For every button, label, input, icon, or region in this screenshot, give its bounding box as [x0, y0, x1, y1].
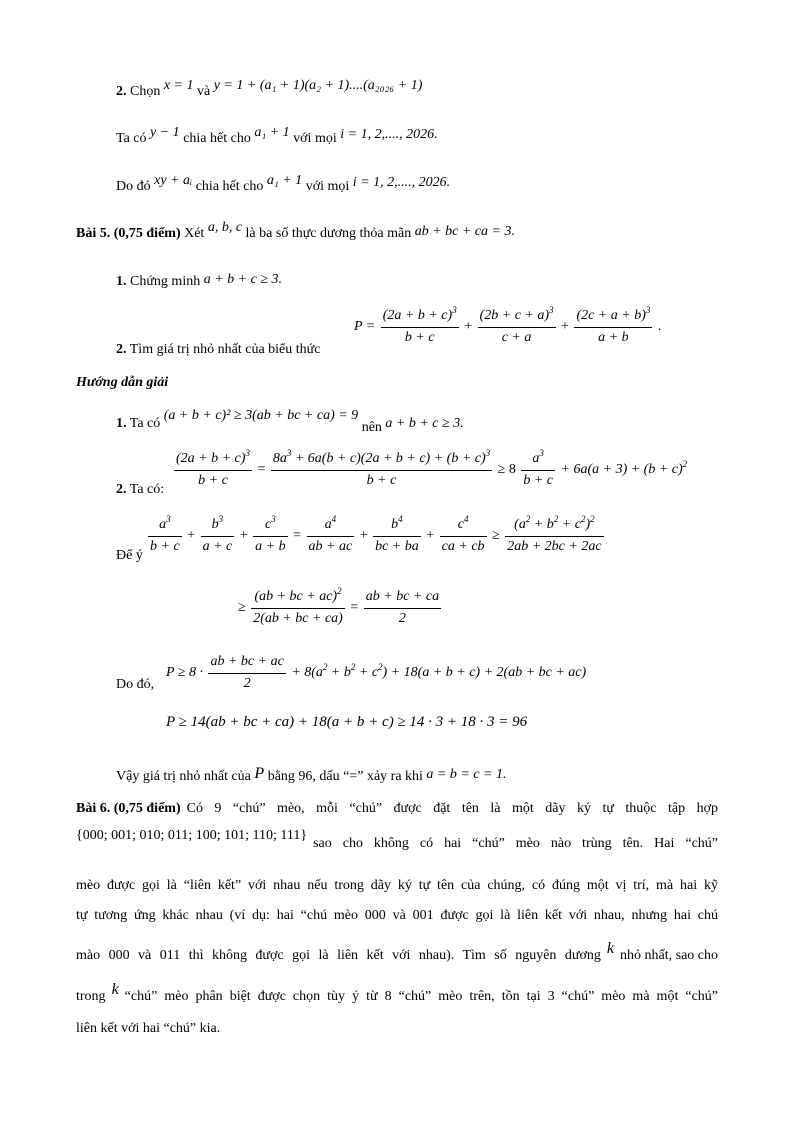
bai6-text-5a: mào 000 và 011 thì không được gọi là liên kết với nhau). Tìm số nguyên dương	[76, 948, 601, 963]
dodo-expr2: a₁ + 1	[266, 173, 303, 188]
s1-line	[116, 408, 464, 435]
final-ineq: P ≥ 14(ab + bc + ca) + 18(a + b + c) ≥ 14 · 3 + 18 · 3 = 96	[166, 714, 528, 730]
p2-va: và	[197, 84, 211, 99]
taco-mid: chia hết cho	[183, 131, 251, 146]
bai6-text-3: mèo được gọi là “liên kết” với nhau nếu trong dãy ký tự tên của chúng, có đúng một vị trí, mà hai kỹ	[76, 878, 718, 893]
solution-heading: Hướng dẫn giải	[76, 375, 169, 390]
s1-concl: a + b + c ≥ 3.	[385, 416, 464, 431]
bai5-vars: a, b, c	[207, 220, 243, 235]
p-formula: P = $\frac{(2a + b + c)^3}{b + c}$ + $\frac{(2b + c + a)^3}{c + a}$ + $\frac{(2c + a + b)^3}{a + b}$ .	[354, 305, 662, 345]
s1-lead: Ta có	[129, 416, 161, 431]
dey-formula: $\frac{a^3}{b + c}$ + $\frac{b^3}{a + c}$ + $\frac{c^3}{a + b}$ = $\frac{a^4}{ab + ac}$ + $\frac{b^4}{bc + ba}$ + $\frac{c^4}{ca + cb}$ ≥ $\frac{(a^2 + b^2 + c^2)^2}{2ab + 2bc + 2ac}$	[150, 514, 602, 554]
bai6-title: Bài 6. (0,75 điểm)	[76, 801, 181, 816]
s2-formula: $\frac{(2a + b + c)^3}{b + c}$ = $\frac{8a^3 + 6a(b + c)(2a + b + c) + (b + c)^3}{b + c}$ ≥ 8 $\frac{a^3}{b + c}$ + $6a(a + 3) + (b + c)^2$	[176, 448, 688, 488]
p2-label: 2.	[116, 84, 127, 99]
bai6-line7	[76, 1021, 220, 1038]
p2-x-eq: x = 1	[163, 78, 194, 93]
conclusion-line	[116, 766, 506, 786]
dodo-line	[116, 173, 451, 196]
q2-line	[116, 342, 320, 359]
dodo2-formula: P ≥ 8 · $\frac{ab + bc + ac}{2}$ + $8(a^2 + b^2 + c^2) + 18(a + b + c) + 2(ab$ + bc + ac)	[166, 654, 587, 691]
bai5-xet: Xét	[184, 226, 205, 241]
bai6-text-6a: trong	[76, 989, 106, 1004]
taco-tail: với mọi	[293, 131, 337, 146]
dodo-expr1: xy + aᵢ	[154, 173, 193, 188]
bai6-k1: k	[606, 940, 615, 957]
taco-expr1: y − 1	[150, 125, 180, 140]
bai6-line3	[76, 878, 718, 895]
dodo-mid: chia hết cho	[195, 179, 264, 194]
dodo2-line	[116, 677, 154, 694]
bai6-text-4: tự tương ứng khác nhau (ví dụ: hai “chú mèo 000 và 001 được gọi là liên kết với nhau, nhưng hai chú	[76, 908, 718, 923]
bai6-line4	[76, 908, 718, 925]
taco-line	[116, 125, 438, 148]
conclusion-cond: a = b = c = 1.	[426, 767, 507, 782]
q1-text: Chứng minh	[130, 274, 201, 289]
s1-expr: (a + b + c)² ≥ 3(ab + bc + ca) = 9	[163, 408, 359, 423]
bai6-set: {000; 001; 010; 011; 100; 101; 110; 111}	[76, 828, 308, 843]
p2-y-eq: y = 1 + (a₁ + 1)(a₂ + 1)....(a₂₀₂₆ + 1)	[213, 78, 423, 93]
taco-lead: Ta có	[116, 131, 147, 146]
bai6-line5	[76, 940, 718, 965]
dodo-range: i = 1, 2,...., 2026.	[352, 175, 451, 190]
bai5-cond: ab + bc + ca = 3.	[414, 224, 515, 239]
bai6-text-7: liên kết với hai “chú” kia.	[76, 1021, 221, 1036]
q2-text: Tìm giá trị nhỏ nhất của biểu thức	[129, 342, 321, 357]
dey-formula-2: ≥ $\frac{(ab + bc + ac)^2}{2(ab + bc + ca)}$ = $\frac{ab + bc + ca}{2}$	[238, 586, 440, 626]
q1-line	[116, 274, 282, 291]
conclusion-mid: bằng 96, dấu “=” xảy ra khi	[267, 769, 423, 784]
bai5-heading	[76, 220, 515, 243]
s1-nen: nên	[361, 420, 382, 435]
bai6-k2: k	[111, 981, 119, 998]
q1-expr: a + b + c ≥ 3.	[203, 272, 283, 287]
bai6-text-1: Có 9 “chú” mèo, mỗi “chú” được đặt tên là một dãy ký tự thuộc tập hợp	[186, 801, 718, 816]
s1-label: 1.	[116, 416, 127, 431]
bai6-text-5b: nhỏ nhất, sao cho	[620, 948, 718, 963]
bai6-text-2: sao cho không có hai “chú” mèo nào trùng tên. Hai “chú”	[313, 836, 718, 851]
bai6-line1	[76, 801, 718, 818]
p2-line	[116, 78, 423, 101]
s2-label: 2.	[116, 482, 127, 497]
s2-lead: Ta có:	[129, 482, 165, 497]
dodo-tail: với mọi	[305, 179, 350, 194]
q2-label: 2.	[116, 342, 127, 357]
s2-line	[116, 482, 164, 499]
hdg-title	[76, 375, 168, 392]
dey-label: Để ý	[116, 548, 143, 563]
dodo-lead: Do đó	[116, 179, 151, 194]
conclusion-lead: Vậy giá trị nhỏ nhất của	[116, 769, 251, 784]
conclusion-var: P	[254, 765, 265, 782]
bai6-text-6b: “chú” mèo phân biệt được chọn tùy ý từ 8 “chú” mèo trên, tồn tại 3 “chú” mèo mà một “chú”	[124, 989, 718, 1004]
q1-label: 1.	[116, 274, 127, 289]
bai6-line6	[76, 981, 718, 1006]
taco-expr2: a₁ + 1	[254, 125, 290, 140]
dey-line	[116, 548, 143, 565]
taco-range: i = 1, 2,...., 2026.	[340, 127, 438, 142]
bai5-title: Bài 5. (0,75 điểm)	[76, 226, 181, 241]
dodo2-label: Do đó,	[116, 677, 155, 692]
p2-chon: Chọn	[130, 84, 161, 99]
bai6-line2	[76, 828, 718, 853]
bai5-desc: là ba số thực dương thỏa mãn	[245, 226, 412, 241]
